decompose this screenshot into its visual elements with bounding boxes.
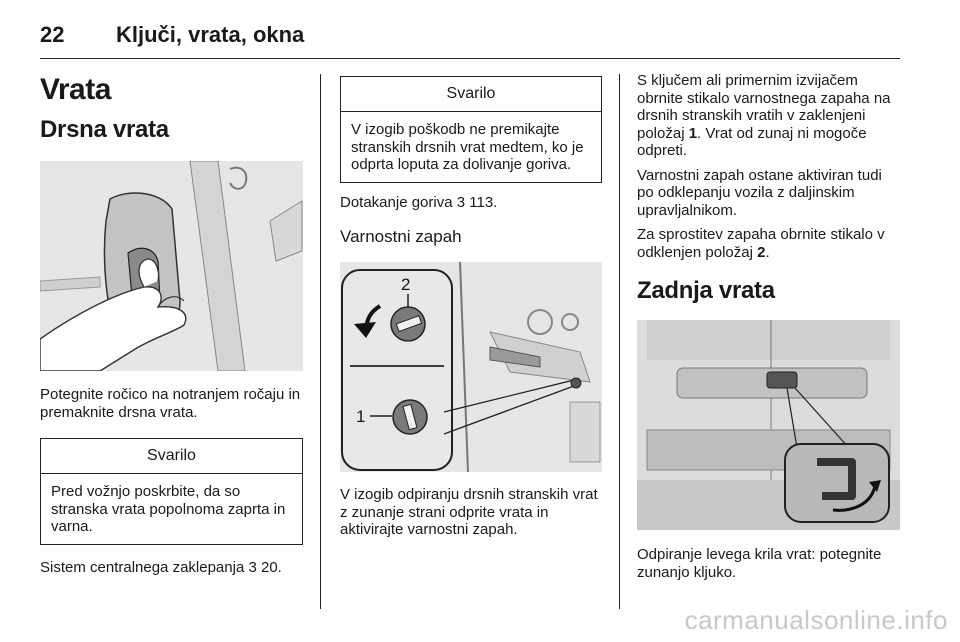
paragraph-release	[637, 226, 901, 261]
watermark: carmanualsonline.info	[684, 605, 948, 635]
column-middle	[340, 72, 602, 539]
page-number: 22	[40, 22, 65, 47]
running-title: Ključi, vrata, okna	[116, 22, 305, 47]
text-segment: Za sprostitev zapaha obrnite stikalo v odklenjen položaj	[637, 226, 885, 261]
subsection-heading: Drsna vrata	[40, 116, 169, 143]
cross-reference	[340, 194, 602, 212]
reference-page: 113.	[469, 193, 498, 211]
reference-page: 20.	[260, 558, 282, 576]
figure-caption: V izogib odpiranju drsnih stranskih vrat z zunanje strani odprite vrata in aktivirajte varnostni zapah.	[340, 486, 598, 538]
warning-text: Pred vožnjo poskrbite, da so stranska vrata popolnoma zaprta in varna.	[51, 483, 286, 535]
reference-text: Dotakanje goriva	[340, 193, 453, 211]
lock-position-label-2: 2	[401, 275, 411, 294]
page-reference-icon: 3	[456, 193, 466, 211]
paragraph-lock-switch	[637, 72, 901, 160]
paragraph-remote: Varnostni zapah ostane aktiviran tudi po odklepanju vozila z daljinskim upravljalnikom.	[637, 166, 882, 219]
warning-box	[340, 76, 602, 183]
position-number: 2	[757, 243, 766, 261]
warning-title: Svarilo	[341, 77, 601, 112]
text-segment: . Vrat od zunaj ni mogoče odpreti.	[637, 124, 867, 159]
column-divider	[320, 74, 321, 609]
text-segment: S ključem ali primernim izvijačem obrnite stikalo varnostnega zapaha na drsnih stranskih vratih v zaklenjeni položaj	[637, 72, 891, 142]
text-segment: .	[765, 243, 770, 261]
warning-title: Svarilo	[41, 439, 302, 474]
warning-box	[40, 438, 303, 545]
figure-caption: Odpiranje levega krila vrat: potegnite zunanjo kljuko.	[637, 546, 882, 581]
position-number: 1	[688, 124, 698, 142]
column-right	[637, 72, 901, 581]
page-header	[40, 18, 900, 59]
section-heading: Vrata	[40, 73, 111, 106]
page-reference-icon: 3	[248, 558, 257, 576]
figure-caption: Potegnite ročico na notranjem ročaju in premaknite drsna vrata.	[40, 386, 301, 421]
column-divider	[619, 74, 620, 609]
column-left	[40, 72, 303, 576]
cross-reference	[40, 559, 303, 577]
warning-text: V izogib poškodb ne premikajte stranskih drsnih vrat medtem, ko je odprta loputa za dolivanje goriva.	[351, 121, 584, 173]
lock-position-label-1: 1	[356, 407, 366, 426]
rear-door-illustration	[637, 320, 900, 530]
section-heading: Zadnja vrata	[637, 277, 775, 304]
subsection-heading: Varnostni zapah	[340, 227, 462, 246]
reference-text: Sistem centralnega zaklepanja	[40, 558, 245, 576]
sliding-door-handle-illustration	[40, 161, 303, 371]
safety-lock-illustration	[340, 262, 602, 472]
